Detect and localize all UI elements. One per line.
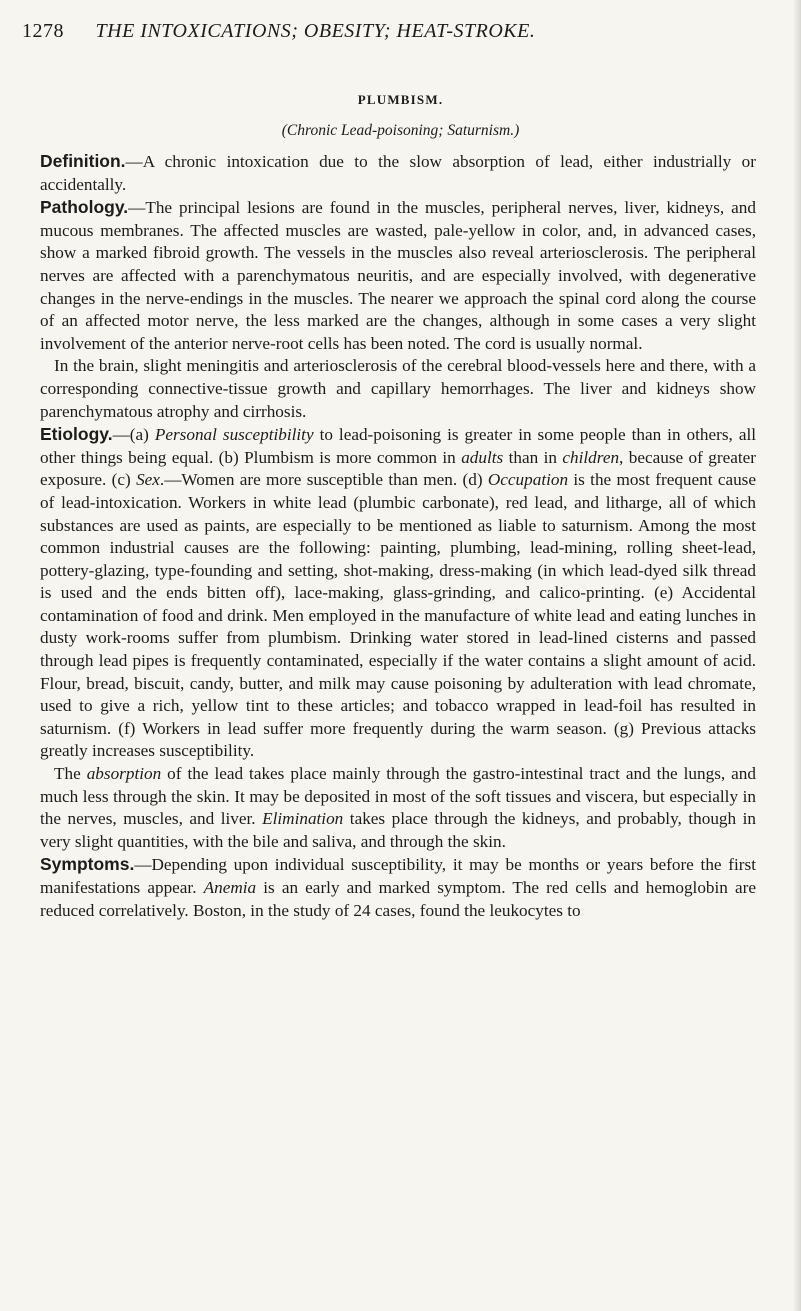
absorption-term: absorption xyxy=(86,764,162,784)
absorption-mid: of the lead takes place mainly through the gastro-intestinal tract and the lungs, and much less through the skin. It may be deposited in most of the soft tissues and viscera, but especially in the nerves, muscles, and liver. xyxy=(40,764,756,829)
body-text xyxy=(40,150,756,922)
pathology-text: —The principal lesions are found in the muscles, peripheral nerves, liver, kidneys, and mucous membranes. The affected muscles are wasted, pale-yellow in color, and, in advanced cases, show a marked fibroid growth. The vessels in the muscles also reveal arteriosclerosis. The peripheral nerves are affected with a parenchymatous neuritis, and are especially involved, with degenerative changes in the nerve-endings in the muscles. The nearer we approach the spinal cord along the course of an affected motor nerve, the less marked are the changes, although in some cases a very slight involvement of the anterior nerve-root cells has been noted. The cord is usually normal. xyxy=(40,198,756,353)
running-title: THE INTOXICATIONS; OBESITY; HEAT-STROKE. xyxy=(95,20,536,42)
symptoms-heading: Symptoms. xyxy=(40,854,135,875)
pathology-paragraph-2 xyxy=(40,355,756,423)
symptoms-paragraph xyxy=(40,853,756,922)
absorption-pre: The xyxy=(54,764,87,784)
elimination-term: Elimination xyxy=(262,809,344,829)
pathology-text-2: In the brain, slight meningitis and arteriosclerosis of the cerebral blood-vessels here and there, with a corresponding connective-tissue growth and capillary hemorrhages. The liver and kidneys show parenchymatous atrophy and cirrhosis. xyxy=(40,356,756,421)
etiology-mid-1: than in xyxy=(503,447,563,467)
page-edge-shadow xyxy=(793,0,801,1311)
absorption-paragraph xyxy=(40,763,756,853)
chapter-title: PLUMBISM. xyxy=(357,92,444,107)
running-head xyxy=(22,20,771,43)
etiology-mid-2: , because of greater exposure. (c) xyxy=(40,447,756,490)
etiology-rest: is the most frequent cause of lead-intoxication. Workers in white lead (plumbic carbonate), red lead, and litharge, all of which substances are used as paints, are especially to be mentioned as liable to saturnism. Among the most common industrial causes are the following: painting, plumbing, lead-mining, rolling sheet-lead, pottery-glazing, type-founding and setting, shot-making, dress-making (in which lead-dyed silk thread is used and the ends bitten off), lace-making, glass-grinding, and calico-printing. (e) Accidental contamination of food and drink. Men employed in the manufacture of white lead and eating lunches in dusty work-rooms suffer from plumbism. Drinking water stored in lead-lined cisterns and passed through lead pipes is frequently contaminated, especially if the water contains a slight amount of acid. Flour, bread, biscuit, candy, butter, and milk may cause poisoning by adulteration with lead chromate, used to give a rich, yellow tint to these articles; and tobacco wrapped in lead-foil has resulted in saturnism. (f) Workers in lead suffer more frequently during the warm season. (g) Previous attacks greatly increases susceptibility. xyxy=(40,470,756,761)
etiology-mid-3: .—Women are more susceptible than men. (d) xyxy=(159,470,488,490)
definition-text: —A chronic intoxication due to the slow absorption of lead, either industrially or accidentally. xyxy=(40,152,756,194)
pathology-paragraph xyxy=(40,196,756,355)
etiology-adults: adults xyxy=(461,447,504,467)
etiology-personal-susceptibility: Personal susceptibility xyxy=(154,425,314,445)
absorption-end: takes place through the kidneys, and probably, though in very slight quantities, with the bile and saliva, and through the skin. xyxy=(40,809,756,851)
symptoms-anemia: Anemia xyxy=(203,878,257,897)
etiology-a-label: —(a) xyxy=(112,425,155,445)
etiology-sex: Sex xyxy=(136,470,160,490)
definition-paragraph xyxy=(40,150,756,196)
chapter-subtitle: (Chronic Lead-poisoning; Saturnism.) xyxy=(281,122,520,139)
etiology-children: children xyxy=(562,447,620,467)
etiology-a-text: to lead-poisoning is greater in some people than in others, all other things being equal. (b) Plumbism is more common in xyxy=(40,425,756,467)
etiology-heading: Etiology. xyxy=(40,424,113,445)
etiology-paragraph xyxy=(40,423,756,763)
pathology-heading: Pathology. xyxy=(40,197,129,218)
symptoms-text-post: is an early and marked symptom. The red cells and hemoglobin are reduced correlatively. Boston, in the study of 24 cases, found the leukocytes to xyxy=(40,878,756,920)
page-number: 1278 xyxy=(22,20,64,42)
etiology-occupation: Occupation xyxy=(487,470,569,490)
symptoms-text-pre: —Depending upon individual susceptibility, it may be months or years before the first manifestations appear. xyxy=(40,855,756,897)
definition-heading: Definition. xyxy=(40,151,126,171)
